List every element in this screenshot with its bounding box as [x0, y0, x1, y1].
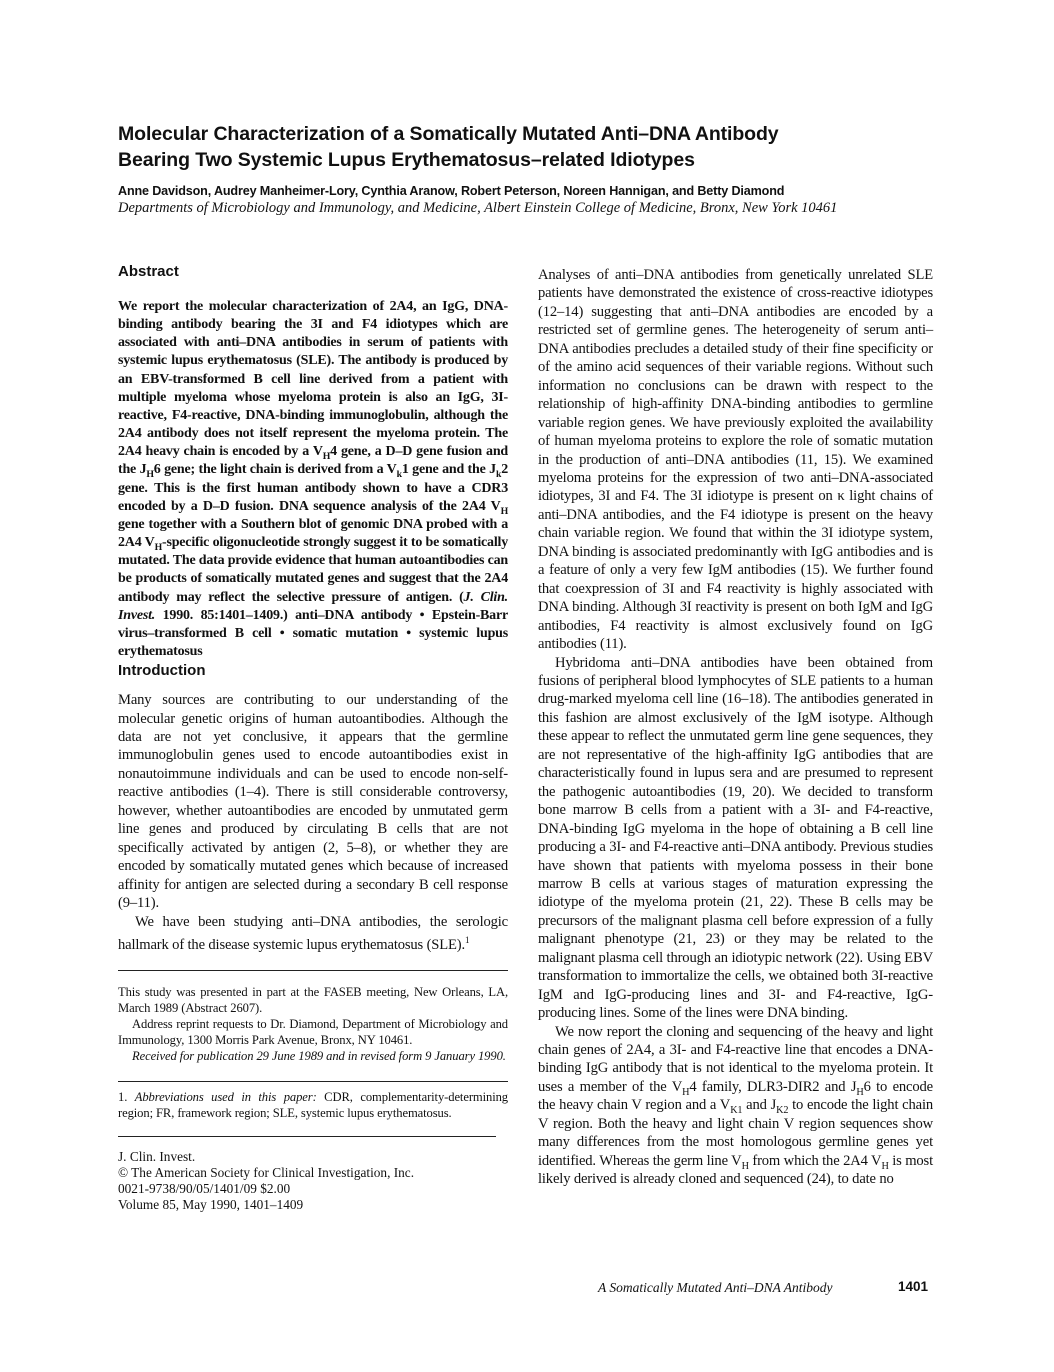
right-paragraph-1: Analyses of anti–DNA antibodies from genetically unrelated SLE patients have demonstrated the existence of cross-reactive idiotypes (12–14) suggesting that anti–DNA antibodies are encoded by a restricted set of germline genes. The heterogeneity of serum anti–DNA antibodies precludes a detailed study of their fine specificity or of the amino acid sequences of their variable regions. Without such information no conclusions can be drawn with respect to the relationship of high-affinity DNA-binding antibodies to germline variable region genes. We have previously exploited the availability of human myeloma proteins to explore the role of somatic mutation in the production of anti–DNA antibodies (11, 15). We examined myeloma proteins for the expression of two anti–DNA-associated idiotypes, 3I and F4. The 3I idiotype is present on κ light chains of anti–DNA antibodies, and the F4 idiotype is present on the heavy chain variable region. We found that within the 3I idiotype system, DNA binding is associated predominantly with IgG antibodies and is a feature of only a very few IgM antibodies (15). We further found that coexpression of 3I and F4 reactivity is highly associated with DNA binding. Although 3I reactivity is present on both IgM and IgG antibodies, F4 reactivity is almost exclusively found on IgG antibodies (11). — [538, 267, 933, 653]
journal-info-rule — [118, 1136, 496, 1137]
intro-paragraph-2: We have been studying anti–DNA antibodies, the serologic hallmark of the disease systemic lupus erythematosus (SLE).$^1$ — [118, 913, 508, 953]
title-line-1: Molecular Characterization of a Somatically Mutated Anti–DNA Antibody — [118, 123, 779, 145]
footnote-presented: This study was presented in part at the FASEB meeting, New Orleans, LA, March 1989 (Abstract 2607). — [118, 985, 508, 1016]
journal-line-4: Volume 85, May 1990, 1401–1409 — [118, 1197, 304, 1213]
journal-info — [118, 1149, 508, 1214]
journal-line-2: © The American Society for Clinical Investigation, Inc. — [118, 1164, 415, 1180]
footnotes — [118, 970, 508, 1213]
intro-paragraph-1: Many sources are contributing to our understanding of the molecular genetic origins of human autoantibodies. Although the data are not yet conclusive, it appears that the germline immunoglobulin genes used to encode autoantibodies exist in nonautoimmune individuals and can be used to encode non-self-reactive antibodies (1–4). There is still considerable controversy, however, whether autoantibodies are encoded by unmutated germ line genes and produced by circulating B cells that are not specifically activated by antigen (2, 5–8), or whether they are encoded by somatically mutated genes which because of increased affinity for antigen are selected during a secondary B cell response (9–11). — [118, 692, 508, 912]
title-line-2: Bearing Two Systemic Lupus Erythematosus–related Idiotypes — [118, 149, 695, 171]
citation-journal: J. Clin. Invest. — [118, 589, 508, 623]
footnote-reprint: Address reprint requests to Dr. Diamond, Department of Microbiology and Immunology, 1300 Morris Park Avenue, Bronx, NY 10461. — [118, 1017, 508, 1048]
author-list: Anne Davidson, Audrey Manheimer-Lory, Cynthia Aranow, Robert Peterson, Noreen Hannigan, and Betty Diamond — [118, 184, 785, 198]
footnote-received: Received for publication 29 June 1989 and in revised form 9 January 1990. — [132, 1048, 506, 1063]
footnote-marker: 1 — [465, 935, 470, 946]
abstract-text: We report the molecular characterization of 2A4, an IgG, DNA-binding antibody bearing the 3I and F4 idiotypes which are associated with anti–DNA antibodies in serum of patients with systemic lupus erythematosus (SLE). The antibody is produced by an EBV-transformed B cell line derived from a patient with multiple myeloma whose myeloma protein is also an IgG, 3I-reactive, F4-reactive, DNA-binding immunoglobulin, although the 2A4 antibody does not itself represent the myeloma protein. The 2A4 heavy chain is encoded by a $V_H4$ gene, a D–D gene fusion and the $J_H6$ gene; the light chain is derived from a $V_k1$ gene and the $J_k2$ gene. This is the first human antibody shown to have a CDR3 encoded by a D–D fusion. DNA sequence analysis of the 2A4 $V_H$ gene together with a Southern blot of genomic DNA probed with a 2A4 $V_H$-specific oligonucleotide strongly suggest it to be somatically mutated. The data provide evidence that human autoantibodies can be products of somatically mutated genes and suggest that the 2A4 antibody may reflect the selective pressure of antigen. (J. Clin. Invest. 1990. 85:1401–1409.) anti–DNA antibody • Epstein-Barr virus–transformed B cell • somatic mutation • systemic lupus erythematosus — [118, 299, 509, 659]
running-head: A Somatically Mutated Anti–DNA Antibody — [598, 1280, 833, 1295]
abbreviations-rule — [118, 1081, 508, 1082]
keywords: anti–DNA antibody • Epstein-Barr virus–transformed B cell • somatic mutation • systemic lupus erythematosus — [118, 607, 508, 659]
footnote-rule — [118, 970, 508, 971]
page-number: 1401 — [898, 1279, 929, 1294]
journal-line-1: J. Clin. Invest. — [118, 1148, 196, 1164]
right-paragraph-3: We now report the cloning and sequencing of the heavy and light chain genes of 2A4, a 3I- and F4-reactive line that encodes a DNA-binding IgG antibody that is not identical to the myeloma protein. It uses a member of the $V_H4$ family, DLR3-DIR2 and $J_H6$ to encode the heavy chain V region and a $V_{K1}$ and $J_{K2}$ to encode the light chain V region. Both the heavy and light chain V region sequences show many differences from the most homologous germline genes yet identified. Whereas the germ line $V_H$ from which the 2A4 $V_H$ is most likely derived is already cloned and sequenced (24), to date no — [538, 1023, 933, 1188]
right-paragraph-2: Hybridoma anti–DNA antibodies have been obtained from fusions of peripheral blood lymphocytes of SLE patients to a human drug-marked myeloma cell line (16–18). The antibodies generated in this fashion are almost exclusively of the IgM isotype. Although these appear to reflect the unmutated germ line gene sequences, they are not representative of the high-affinity IgG antibodies that are characteristically found in lupus sera and are presumed to represent the pathogenic autoantibodies (19, 20). We decided to transform bone marrow B cells from a patient with a 3I- and F4-reactive, DNA-binding IgG myeloma in the hope of obtaining a B cell line producing a 3I- and F4-reactive anti–DNA antibody. Previous studies have shown that patients with myeloma possess in their bone marrow B cells at various stages of maturation expressing the idiotype of the myeloma protein (21, 22). These B cells may be precursors of the malignant plasma cell before expression of a fully malignant phenotype (21, 23) or they may be related to the malignant plasma cell through an idiotypic network (22). Using EBV transformation to immortalize the cells, we obtained both 3I-reactive IgM and IgG-producing lines and 3I- and F4-reactive, IgG-producing lines. Some of the lines were DNA binding. — [538, 654, 933, 1022]
footnote-abbreviations: 1. Abbreviations used in this paper: CDR, complementarity-determining region; FR, framework region; SLE, systemic lupus erythematosus. — [118, 1089, 508, 1120]
affiliation: Departments of Microbiology and Immunology, and Medicine, Albert Einstein College of Medicine, Bronx, New York 10461 — [118, 200, 838, 216]
introduction-heading: Introduction — [118, 662, 206, 680]
left-column — [118, 262, 508, 1213]
abstract-heading: Abstract — [118, 263, 179, 280]
journal-line-3: 0021-9738/90/05/1401/09 $2.00 — [118, 1181, 291, 1197]
right-column — [538, 266, 933, 1189]
article-title — [118, 121, 948, 173]
